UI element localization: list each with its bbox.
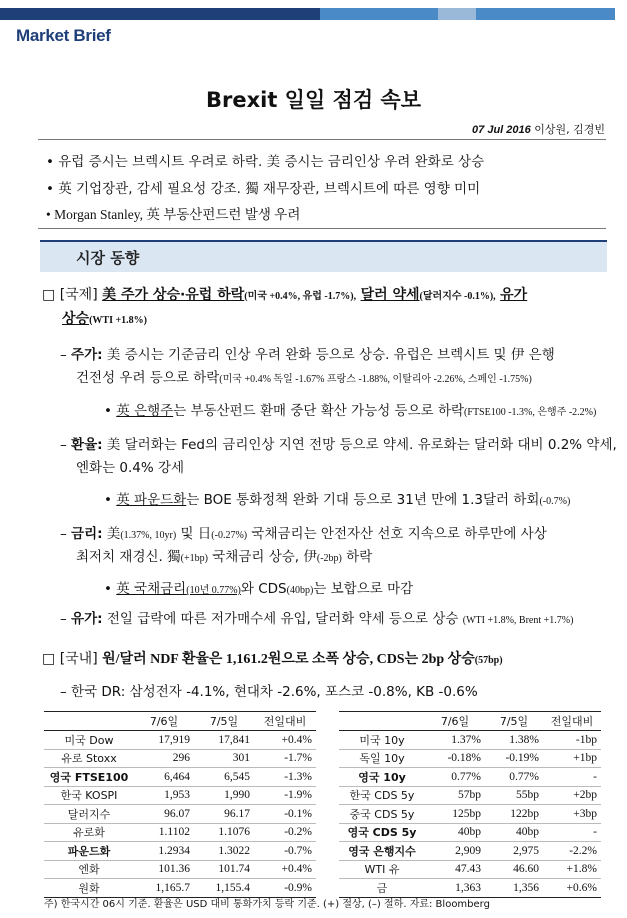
table-cell-value: 122bp — [485, 805, 543, 824]
table-cell-name: 중국 CDS 5y — [339, 805, 425, 824]
table-cell-change: -0.9% — [254, 879, 316, 898]
table-row — [339, 786, 601, 805]
table-row — [44, 786, 316, 805]
table-cell-value: 1.3022 — [194, 842, 254, 861]
oil-line: – 유가: 전일 급락에 따른 저가매수세 유입, 달러화 약세 등으로 상승 (WTI +1.8%, Brent +1.7%) — [60, 611, 574, 627]
table-row — [339, 860, 601, 879]
summary-item: • Morgan Stanley, 英 부동산펀드런 발생 우려 — [46, 207, 301, 222]
table-cell-value: 1.2934 — [134, 842, 194, 861]
table-cell-value: 0.77% — [485, 768, 543, 787]
table-row — [44, 768, 316, 787]
fx-line: – 환율: 美 달러화는 Fed의 금리인상 지연 전망 등으로 약세. 유로화는 달러화 대비 0.2% 약세, — [60, 437, 617, 453]
table-cell-change: - — [543, 823, 601, 842]
table-cell-name: 미국 Dow — [44, 731, 134, 750]
table-cell-value: -0.18% — [425, 749, 485, 768]
table-cell-value: 125bp — [425, 805, 485, 824]
table-cell-value: 6,464 — [134, 768, 194, 787]
table-cell-name: 파운드화 — [44, 842, 134, 861]
stock-sub: • 英 은행주는 부동산펀드 환매 중단 확산 가능성 등으로 하락(FTSE100 -1.3%, 은행주 -2.2%) — [104, 403, 597, 419]
table-cell-value: 46.60 — [485, 860, 543, 879]
table-cell-value: 1,155.4 — [194, 879, 254, 898]
table-cell-value: 0.77% — [425, 768, 485, 787]
market-table-right — [339, 711, 601, 898]
table-row — [44, 860, 316, 879]
table-cell-value: 301 — [194, 749, 254, 768]
table-cell-name: WTI 유 — [339, 860, 425, 879]
table-cell-name: 달러지수 — [44, 805, 134, 824]
table-cell-name: 금 — [339, 879, 425, 898]
header-stripe — [0, 8, 320, 20]
table-cell-name: 영국 10y — [339, 768, 425, 787]
table-cell-change: -0.1% — [254, 805, 316, 824]
table-cell-name: 독일 10y — [339, 749, 425, 768]
table-cell-name: 엔화 — [44, 860, 134, 879]
table-cell-change: -2.2% — [543, 842, 601, 861]
table-row — [44, 842, 316, 861]
table-cell-name: 미국 10y — [339, 731, 425, 750]
section-header — [40, 240, 607, 272]
authors: 이상원, 김경빈 — [534, 123, 605, 136]
table-cell-value: 1,363 — [425, 879, 485, 898]
table-cell-value: 17,841 — [194, 731, 254, 750]
table-row — [44, 731, 316, 750]
table-cell-change: +1.8% — [543, 860, 601, 879]
table-row — [339, 805, 601, 824]
table-cell-value: 40bp — [485, 823, 543, 842]
table-row — [339, 749, 601, 768]
table-cell-change: -1.3% — [254, 768, 316, 787]
table-cell-value: 1.38% — [485, 731, 543, 750]
table-cell-value: 101.36 — [134, 860, 194, 879]
table-cell-change: - — [543, 768, 601, 787]
table-cell-value: 55bp — [485, 786, 543, 805]
table-cell-value: 1,953 — [134, 786, 194, 805]
table-cell-value: 1.37% — [425, 731, 485, 750]
table-row — [339, 768, 601, 787]
fx-line-cont: 엔화는 0.4% 강세 — [76, 460, 185, 476]
fx-sub: • 英 파운드화는 BOE 통화정책 완화 기대 등으로 31년 만에 1.3달러 하회(-0.7%) — [104, 492, 571, 508]
table-cell-value: 2,975 — [485, 842, 543, 861]
table-cell-change: +1bp — [543, 749, 601, 768]
table-cell-change: -1.7% — [254, 749, 316, 768]
summary-item: • 유럽 증시는 브렉시트 우려로 하락. 美 증시는 금리인상 우려 완화로 상승 — [46, 154, 485, 170]
table-cell-value: 6,545 — [194, 768, 254, 787]
table-row — [339, 823, 601, 842]
table-cell-value: 40bp — [425, 823, 485, 842]
table-cell-value: 1.1102 — [134, 823, 194, 842]
table-cell-change: +0.4% — [254, 731, 316, 750]
table-cell-value: 17,919 — [134, 731, 194, 750]
header-stripe — [320, 8, 438, 20]
table-cell-value: 296 — [134, 749, 194, 768]
header-stripe — [476, 8, 615, 20]
table-cell-value: 96.07 — [134, 805, 194, 824]
header-stripe — [438, 8, 476, 20]
summary-box — [38, 139, 606, 229]
brand-logo-text: Market Brief — [16, 26, 111, 45]
report-date: 07 Jul 2016 — [472, 124, 531, 136]
intl-heading-cont: 상승(WTI +1.8%) — [62, 311, 147, 327]
table-cell-value: 1,356 — [485, 879, 543, 898]
table-cell-value: 1.1076 — [194, 823, 254, 842]
table-row — [44, 749, 316, 768]
section-title: 시장 동향 — [76, 249, 140, 267]
table-header — [339, 712, 425, 731]
summary-item: • 英 기업장관, 감세 필요성 강조. 獨 재무장관, 브렉시트에 따른 영향 미미 — [46, 181, 481, 197]
table-cell-change: +2bp — [543, 786, 601, 805]
table-cell-change: +0.6% — [543, 879, 601, 898]
footnote: 주) 한국시간 06시 기준. 환율은 USD 대비 통화가치 등락 기준. (+) 절상, (–) 절하. 자료: Bloomberg — [44, 899, 490, 910]
rate-line-cont: 최저치 재경신. 獨(+1bp) 국채금리 상승, 伊(-2bp) 하락 — [76, 549, 373, 565]
table-row — [44, 823, 316, 842]
table-cell-value: 1,990 — [194, 786, 254, 805]
rate-sub: • 英 국채금리(10년 0.77%)와 CDS(40bp)는 보합으로 마감 — [104, 581, 414, 597]
table-cell-name: 영국 CDS 5y — [339, 823, 425, 842]
table-cell-value: -0.19% — [485, 749, 543, 768]
table-header: 전일대비 — [254, 712, 316, 731]
table-cell-value: 47.43 — [425, 860, 485, 879]
table-cell-name: 원화 — [44, 879, 134, 898]
table-row — [339, 842, 601, 861]
table-cell-change: -0.2% — [254, 823, 316, 842]
table-cell-name: 영국 은행지수 — [339, 842, 425, 861]
korea-dr-line: – 한국 DR: 삼성전자 -4.1%, 현대차 -2.6%, 포스코 -0.8%, KB -0.6% — [60, 684, 478, 700]
table-cell-value: 96.17 — [194, 805, 254, 824]
table-row — [44, 805, 316, 824]
table-header — [44, 712, 134, 731]
table-header: 7/5일 — [194, 712, 254, 731]
table-cell-change: +3bp — [543, 805, 601, 824]
table-cell-change: -0.7% — [254, 842, 316, 861]
table-header: 7/5일 — [485, 712, 543, 731]
table-header: 전일대비 — [543, 712, 601, 731]
table-header: 7/6일 — [425, 712, 485, 731]
table-cell-value: 57bp — [425, 786, 485, 805]
table-cell-change: -1.9% — [254, 786, 316, 805]
table-cell-name: 유로 Stoxx — [44, 749, 134, 768]
table-header: 7/6일 — [134, 712, 194, 731]
domestic-heading: □ [국내] 원/달러 NDF 환율은 1,161.2원으로 소폭 상승, CDS는 2bp 상승(57bp) — [42, 651, 503, 667]
table-row — [339, 731, 601, 750]
table-cell-name: 유로화 — [44, 823, 134, 842]
table-cell-change: +0.4% — [254, 860, 316, 879]
market-table-left — [44, 711, 316, 898]
stock-line: – 주가: 美 증시는 기준금리 인상 우려 완화 등으로 상승. 유럽은 브렉시트 및 伊 은행 — [60, 347, 555, 363]
table-cell-name: 한국 CDS 5y — [339, 786, 425, 805]
stock-line-cont: 건전성 우려 등으로 하락(미국 +0.4% 독일 -1.67% 프랑스 -1.88%, 이탈리아 -2.26%, 스페인 -1.75%) — [76, 370, 532, 386]
table-cell-name: 영국 FTSE100 — [44, 768, 134, 787]
page-title: Brexit 일일 점검 속보 — [205, 88, 422, 112]
table-cell-value: 101.74 — [194, 860, 254, 879]
intl-heading: □ [국제] 美 주가 상승·유럽 하락(미국 +0.4%, 유럽 -1.7%), 달러 약세(달러지수 -0.1%), 유가 — [42, 287, 528, 303]
byline — [472, 121, 605, 137]
table-cell-change: -1bp — [543, 731, 601, 750]
table-cell-value: 2,909 — [425, 842, 485, 861]
rate-line: – 금리: 美(1.37%, 10yr) 및 日(-0.27%) 국채금리는 안전자산 선호 지속으로 하루만에 사상 — [60, 526, 547, 542]
table-cell-value: 1,165.7 — [134, 879, 194, 898]
table-cell-name: 한국 KOSPI — [44, 786, 134, 805]
